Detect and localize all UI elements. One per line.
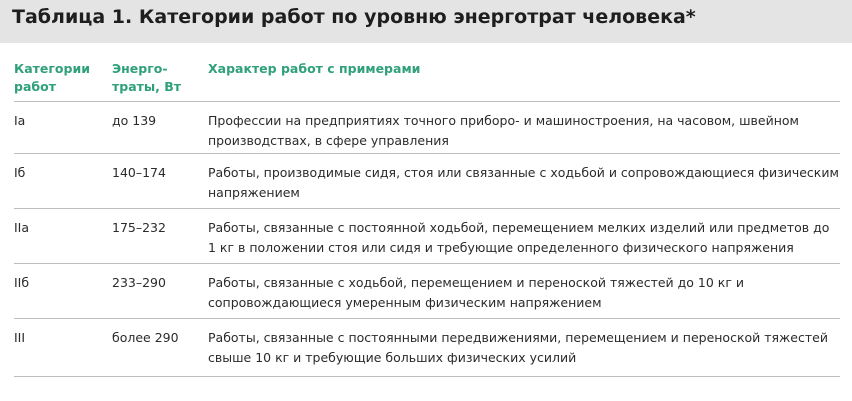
table-row: [14, 208, 840, 264]
row-description: Работы, связанные с ходьбой, перемещением и переноской тяжестей до 10 кг и сопровождающиеся умеренным физическим напряжением: [208, 275, 745, 310]
table-row: [14, 318, 840, 377]
row-energy: 175–232: [112, 220, 166, 235]
row-category: Iб: [14, 165, 26, 180]
table-title: Таблица 1. Категории работ по уровню энерготрат человека*: [12, 6, 696, 28]
table-row: [14, 101, 840, 154]
table-row: [14, 263, 840, 319]
title-bar: [0, 0, 852, 43]
row-description: Работы, связанные с постоянной ходьбой, перемещением мелких изделий или предметов до 1 кг в положении стоя или сидя и требующие определенного физического напряжения: [208, 220, 830, 255]
header-category: Категории работ: [14, 61, 90, 94]
row-energy: до 139: [112, 113, 157, 128]
row-energy: 140–174: [112, 165, 166, 180]
row-category: IIа: [14, 220, 30, 235]
row-category: III: [14, 330, 26, 345]
table-bottom-rule: [14, 376, 840, 377]
row-description: Работы, производимые сидя, стоя или связанные с ходьбой и сопровождающиеся физическим напряжением: [208, 165, 839, 200]
table-row: [14, 153, 840, 209]
row-category: IIб: [14, 275, 30, 290]
row-category: Iа: [14, 113, 26, 128]
header-energy: Энерго-траты, Вт: [112, 61, 182, 94]
row-energy: 233–290: [112, 275, 166, 290]
row-description: Профессии на предприятиях точного приборо- и машиностроения, на часовом, швейном производствах, в сфере управления: [208, 113, 799, 148]
row-energy: более 290: [112, 330, 179, 345]
header-description: Характер работ с примерами: [208, 61, 421, 76]
table-header: [14, 60, 840, 104]
row-description: Работы, связанные с постоянными передвижениями, перемещением и переноской тяжестей свыше 10 кг и требующие больших физических усилий: [208, 330, 828, 365]
